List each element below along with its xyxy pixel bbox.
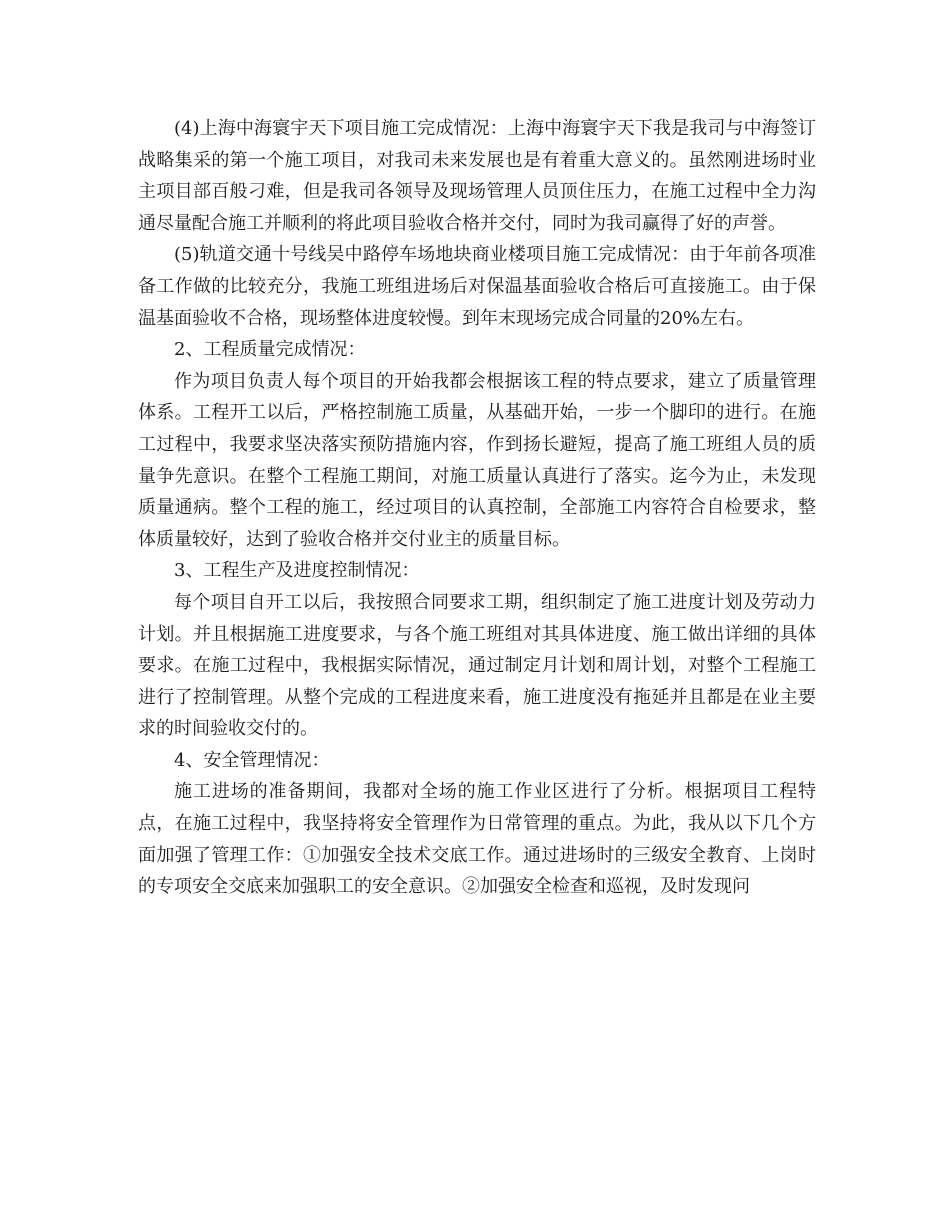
section-heading-progress: 3、工程生产及进度控制情况： [174,560,420,582]
section-heading-quality: 2、工程质量完成情况： [174,339,366,361]
paragraph-safety: 施工进场的准备期间，我都对全场的施工作业区进行了分析。根据项目工程特点，在施工过程中，我坚持将安全管理作为日常管理的重点。为此，我从以下几个方面加强了管理工作：①加强安全技术交底工作。通过进场时的三级安全教育、上岗时的专项安全交底来加强职工的安全意识。②加强安全检查和巡视，及时发现问 [138,781,816,898]
document-body [138,113,816,903]
paragraph-project-5: (5)轨道交通十号线吴中路停车场地块商业楼项目施工完成情况：由于年前各项准备工作做的比较充分，我施工班组进场后对保温基面验收合格后可直接施工。由于保温基面验收不合格，现场整体进度较慢。到年末现场完成合同量的20%左右。 [138,244,816,329]
section-heading-safety: 4、安全管理情况： [174,749,330,771]
paragraph-project-4: (4)上海中海寰宇天下项目施工完成情况：上海中海寰宇天下我是我司与中海签订战略集采的第一个施工项目，对我司未来发展也是有着重大意义的。虽然刚进场时业主项目部百般刁难，但是我司各领导及现场管理人员顶住压力，在施工过程中全力沟通尽量配合施工并顺利的将此项目验收合格并交付，同时为我司赢得了好的声誉。 [138,118,816,234]
paragraph-quality: 作为项目负责人每个项目的开始我都会根据该工程的特点要求，建立了质量管理体系。工程开工以后，严格控制施工质量，从基础开始，一步一个脚印的进行。在施工过程中，我要求坚决落实预防措施内容，作到扬长避短，提高了施工班组人员的质量争先意识。在整个工程施工期间，对施工质量认真进行了落实。迄今为止，未发现质量通病。整个工程的施工，经过项目的认真控制，全部施工内容符合自检要求，整体质量较好，达到了验收合格并交付业主的质量目标。 [138,370,816,550]
paragraph-progress: 每个项目自开工以后，我按照合同要求工期，组织制定了施工进度计划及劳动力计划。并且根据施工进度要求，与各个施工班组对其具体进度、施工做出详细的具体要求。在施工过程中，我根据实际情况，通过制定月计划和周计划，对整个工程施工进行了控制管理。从整个完成的工程进度来看，施工进度没有拖延并且都是在业主要求的时间验收交付的。 [138,591,816,740]
